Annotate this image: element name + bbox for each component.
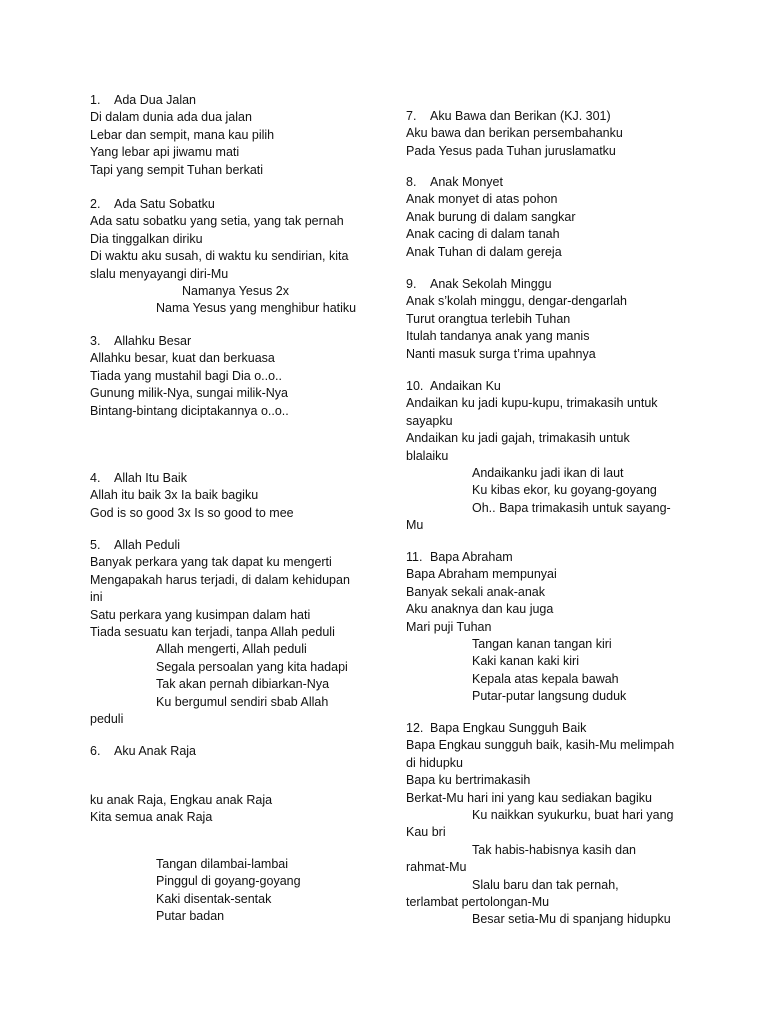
lyric-line: Dia tinggalkan diriku (90, 231, 203, 246)
lyric-line: Tiada yang mustahil bagi Dia o..o.. (90, 368, 283, 383)
lyric-line: Kau bri (406, 825, 446, 840)
lyric-line: Banyak perkara yang tak dapat ku mengerti (90, 555, 332, 570)
lyric-line: Nama Yesus yang menghibur hatiku (156, 301, 357, 316)
lyric-line: ini (90, 590, 103, 605)
lyric-line: Putar badan (156, 909, 225, 924)
lyric-line: Ku bergumul sendiri sbab Allah (156, 694, 329, 709)
lyric-line: Berkat-Mu hari ini yang kau sediakan bagiku (406, 790, 652, 805)
lyric-line: peduli (90, 712, 124, 727)
lyric-line: rahmat-Mu (406, 860, 467, 875)
lyric-line: Bintang-bintang diciptakannya o..o.. (90, 403, 289, 418)
lyric-line: Mengapakah harus terjadi, di dalam kehidupan (90, 572, 350, 587)
song-title (90, 196, 390, 213)
lyric-line: Pada Yesus pada Tuhan juruslamatku (406, 143, 616, 158)
lyric-line: Anak burung di dalam sangkar (406, 209, 576, 224)
song-5 (90, 537, 390, 728)
lyric-line: Namanya Yesus 2x (182, 284, 290, 299)
lyric-line: Anak cacing di dalam tanah (406, 227, 560, 242)
lyric-line: Bapa Abraham mempunyai (406, 567, 557, 582)
lyric-line: Aku bawa dan berikan persembahanku (406, 126, 623, 141)
song-number: 10. (406, 379, 424, 393)
song-title-text: Allahku Besar (114, 334, 192, 348)
lyric-line: God is so good 3x Is so good to mee (90, 505, 294, 520)
song-number: 3. (90, 334, 101, 348)
song-number: 1. (90, 93, 101, 107)
song-11 (406, 549, 696, 706)
lyric-line: Kaki kanan kaki kiri (472, 654, 579, 669)
song-7 (406, 108, 696, 160)
song-title (90, 92, 390, 109)
song-title-text: Ada Satu Sobatku (114, 197, 215, 211)
song-title-text: Andaikan Ku (430, 379, 501, 393)
lyric-line: Bapa ku bertrimakasih (406, 773, 531, 788)
lyric-line: Gunung milik-Nya, sungai milik-Nya (90, 386, 288, 401)
lyric-line: Lebar dan sempit, mana kau pilih (90, 127, 275, 142)
lyric-line: Allahku besar, kuat dan berkuasa (90, 351, 275, 366)
song-title-text: Allah Peduli (114, 538, 181, 552)
lyric-line: Tak akan pernah dibiarkan-Nya (156, 677, 330, 692)
lyric-line: Anak Tuhan di dalam gereja (406, 244, 562, 259)
lyric-line: Kepala atas kepala bawah (472, 671, 619, 686)
song-number: 12. (406, 721, 424, 735)
song-title-text: Bapa Abraham (430, 550, 513, 564)
song-number: 11. (406, 550, 423, 564)
lyric-line: sayapku (406, 413, 453, 428)
song-8 (406, 174, 696, 261)
song-title (90, 470, 390, 487)
lyric-line: Tangan kanan tangan kiri (472, 637, 612, 652)
lyric-line: Oh.. Bapa trimakasih untuk sayang- (472, 500, 671, 515)
song-title-text: Ada Dua Jalan (114, 93, 197, 107)
lyric-line: Mu (406, 518, 424, 533)
lyric-line: Ku naikkan syukurku, buat hari yang (472, 808, 674, 823)
lyric-line: slalu menyayangi diri-Mu (90, 266, 229, 281)
lyric-line: Ada satu sobatku yang setia, yang tak pernah (90, 214, 344, 229)
song-title (90, 333, 390, 350)
lyric-line: Allah mengerti, Allah peduli (156, 642, 307, 657)
lyric-line: Andaikan ku jadi gajah, trimakasih untuk (406, 431, 630, 446)
song-title (406, 174, 696, 191)
lyric-line: terlambat pertolongan-Mu (406, 895, 550, 910)
lyric-line: Turut orangtua terlebih Tuhan (406, 311, 571, 326)
song-title-text: Allah Itu Baik (114, 471, 187, 485)
song-title-text: Bapa Engkau Sungguh Baik (430, 721, 587, 735)
song-title (90, 537, 390, 554)
lyric-line: Di waktu aku susah, di waktu ku sendirian, kita (90, 249, 349, 264)
song-number: 5. (90, 538, 101, 552)
lyric-line: Putar-putar langsung duduk (472, 689, 627, 704)
lyric-line: Tiada sesuatu kan terjadi, tanpa Allah peduli (90, 625, 335, 640)
lyric-line: Nanti masuk surga t’rima upahnya (406, 346, 596, 361)
lyric-line: Tangan dilambai-lambai (156, 857, 289, 871)
lyric-line: Besar setia-Mu di spanjang hidupku (472, 912, 671, 927)
lyric-line: Yang lebar api jiwamu mati (90, 145, 240, 160)
song-title (406, 378, 696, 395)
song-title-text: Anak Sekolah Minggu (430, 277, 552, 291)
song-12 (406, 720, 696, 929)
song-number: 6. (90, 744, 101, 758)
lyric-line: Tak habis-habisnya kasih dan (472, 842, 636, 857)
song-4 (90, 470, 390, 522)
lyric-line: Andaikanku jadi ikan di laut (472, 466, 624, 481)
song-6 (90, 743, 390, 760)
song-3 (90, 333, 390, 420)
lyric-line: Mari puji Tuhan (406, 619, 492, 634)
lyric-line: Andaikan ku jadi kupu-kupu, trimakasih untuk (406, 396, 658, 411)
song-title (406, 549, 696, 566)
song-number: 2. (90, 197, 101, 211)
song-1 (90, 92, 390, 179)
lyric-line: Anak monyet di atas pohon (406, 192, 558, 207)
song-title-text: Anak Monyet (430, 175, 503, 189)
lyric-line: Ku kibas ekor, ku goyang-goyang (472, 483, 657, 498)
lyric-line: di hidupku (406, 755, 463, 770)
lyric-line: Segala persoalan yang kita hadapi (156, 659, 348, 674)
lyric-line: Kaki disentak-sentak (156, 891, 272, 906)
lyric-line: Allah itu baik 3x Ia baik bagiku (90, 488, 259, 503)
lyric-line: Aku anaknya dan kau juga (406, 602, 554, 617)
song-number: 4. (90, 471, 101, 485)
song-number: 8. (406, 175, 417, 189)
lyric-line: Itulah tandanya anak yang manis (406, 329, 590, 344)
lyric-line: Kita semua anak Raja (90, 810, 213, 825)
lyric-line: Di dalam dunia ada dua jalan (90, 110, 252, 125)
lyric-line: Anak s’kolah minggu, dengar-dengarlah (406, 294, 627, 309)
song-title (406, 720, 696, 737)
song-title (90, 743, 390, 760)
song-number: 9. (406, 277, 417, 291)
lyric-line: Banyak sekali anak-anak (406, 584, 545, 599)
lyric-line: Pinggul di goyang-goyang (156, 874, 301, 889)
lyric-line: Bapa Engkau sungguh baik, kasih-Mu melimpah (406, 738, 675, 753)
lyric-line: Tapi yang sempit Tuhan berkati (90, 162, 264, 177)
song-title (406, 108, 696, 125)
song-number: 7. (406, 109, 417, 123)
lyric-line: ku anak Raja, Engkau anak Raja (90, 793, 273, 807)
song-6-chorus (90, 856, 390, 926)
lyric-line: Satu perkara yang kusimpan dalam hati (90, 607, 311, 622)
song-10 (406, 378, 696, 535)
song-2 (90, 196, 390, 318)
song-title-text: Aku Anak Raja (114, 744, 196, 758)
song-title (406, 276, 696, 293)
song-9 (406, 276, 696, 363)
song-6-verse (90, 792, 390, 827)
song-title-text: Aku Bawa dan Berikan (KJ. 301) (430, 109, 611, 123)
lyric-line: blalaiku (406, 448, 449, 463)
lyric-line: Slalu baru dan tak pernah, (472, 877, 619, 892)
